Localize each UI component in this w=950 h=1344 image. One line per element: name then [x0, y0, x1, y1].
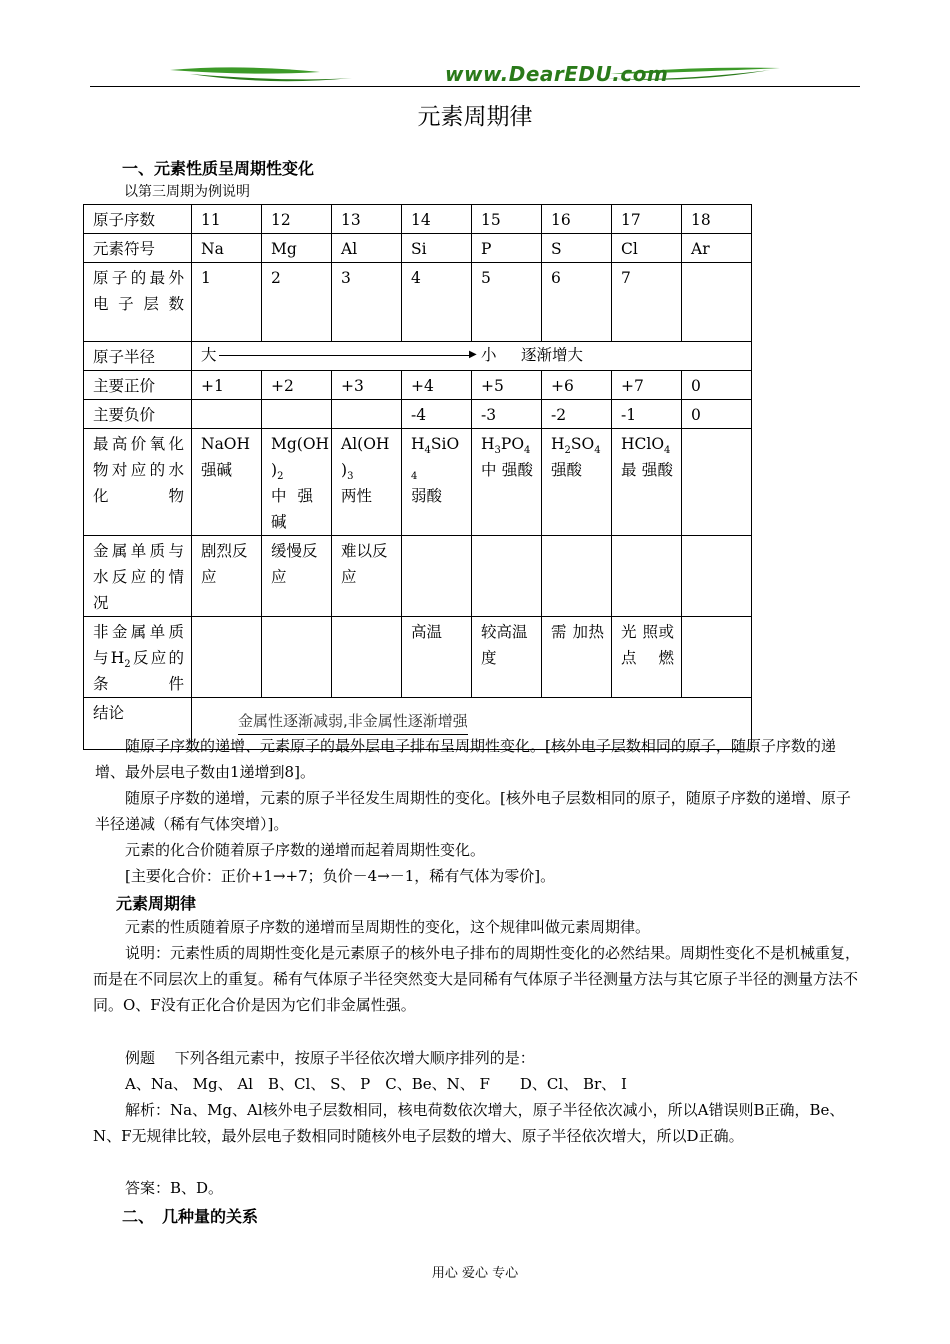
- formula-h4sio4: $H_4SiO$ $_4$: [411, 435, 460, 483]
- formula-mgoh2: Mg(OH )$_2$: [271, 435, 330, 483]
- formula-h3po4: $H_3PO_4$: [481, 435, 531, 457]
- row-label-atomic-number: 原子序数: [84, 205, 192, 234]
- strength-label: 中 强酸: [481, 461, 533, 479]
- table-row: [84, 617, 752, 698]
- table-cell: [682, 617, 752, 698]
- strength-label: 强碱: [201, 461, 233, 479]
- page-footer: 用心 爱心 专心: [431, 1266, 519, 1281]
- table-cell: 15: [472, 205, 542, 234]
- table-cell: +3: [332, 371, 402, 400]
- section-law-title: 元素周期律: [116, 894, 197, 913]
- table-cell: [682, 536, 752, 617]
- paragraph-radius: 随原子序数的递增，元素的原子半径发生周期性的变化。[核外电子层数相同的原子，随原子序数的递增、原子半径递减（稀有气体突增）]。: [95, 789, 851, 833]
- table-cell: 14: [402, 205, 472, 234]
- paragraph-electron-config: 随原子序数的递增、元素原子的最外层电子排布呈周期性变化。[核外电子层数相同的原子，随原子序数的递增、最外层电子数由1递增到8]。: [95, 737, 836, 781]
- radius-arrow-line: [219, 355, 471, 356]
- table-cell: [472, 429, 542, 536]
- strength-label: 中 强碱: [271, 487, 313, 531]
- row-label-water-reaction: 金属单质与水反应的情况: [84, 536, 192, 617]
- radius-trend-cell: [192, 342, 752, 371]
- row-label-hydrogen-reaction: 非金属单质与$H_2$反应的条件: [84, 617, 192, 698]
- table-cell: 13: [332, 205, 402, 234]
- paragraph-law-explanation: 说明：元素性质的周期性变化是元素原子的核外电子排布的周期性变化的必然结果。周期性变化不是机械重复，而是在不同层次上的重复。稀有气体原子半径突然变大是同稀有气体原子半径测量方法与其它原子半径的测量方法不同。O、F没有正化合价是因为它们非金属性强。: [93, 944, 861, 1014]
- table-cell: 16: [542, 205, 612, 234]
- row-label-radius: 原子半径: [84, 342, 192, 371]
- table-cell: [262, 400, 332, 429]
- table-cell: +6: [542, 371, 612, 400]
- table-cell: [612, 536, 682, 617]
- table-cell: Ar: [682, 234, 752, 263]
- formula-aloh3: Al(OH )$_3$: [341, 435, 390, 483]
- table-cell: [332, 429, 402, 536]
- table-row: [84, 400, 752, 429]
- formula-hclo4: HClO$_4$: [621, 435, 671, 457]
- table-cell: 7: [612, 263, 682, 342]
- strength-label: 弱酸: [411, 487, 443, 505]
- paragraph-law-definition: 元素的性质随着原子序数的递增而呈周期性的变化，这个规律叫做元素周期律。: [125, 918, 651, 936]
- table-cell: Si: [402, 234, 472, 263]
- strength-label: 强酸: [551, 461, 583, 479]
- section1-note: 以第三周期为例说明: [124, 184, 250, 200]
- table-cell: 1: [192, 263, 262, 342]
- section1-title: 一、元素性质呈周期性变化: [122, 159, 315, 178]
- table-cell: Al: [332, 234, 402, 263]
- table-cell: Cl: [612, 234, 682, 263]
- row-label-hydroxide: 最高价氧化物对应的水化物: [84, 429, 192, 536]
- row-label-positive: 主要正价: [84, 371, 192, 400]
- example-analysis: 解析：Na、Mg、Al核外电子层数相同，核电荷数依次增大，原子半径依次减小，所以A错误则B正确，Be、N、F无规律比较，最外层电子数相同时随核外电子层数的增大、原子半径依次增大，所以D正确。: [93, 1101, 845, 1145]
- row-label-symbol: 元素符号: [84, 234, 192, 263]
- table-row: [84, 536, 752, 617]
- document-title: 元素周期律: [417, 104, 533, 130]
- header-divider: [90, 86, 860, 87]
- table-cell: [682, 263, 752, 342]
- table-row: [84, 263, 752, 342]
- formula-naoh: NaOH: [201, 435, 251, 453]
- table-cell: [192, 400, 262, 429]
- table-cell: [402, 429, 472, 536]
- table-cell: 0: [682, 400, 752, 429]
- period3-properties-table: [83, 204, 752, 750]
- table-cell: [332, 617, 402, 698]
- example-question: 例题 下列各组元素中，按原子半径依次增大顺序排列的是：: [125, 1049, 535, 1067]
- table-cell: 0: [682, 371, 752, 400]
- table-cell: +2: [262, 371, 332, 400]
- table-cell: 难以反应: [332, 536, 402, 617]
- table-cell: 光 照或 点燃: [612, 617, 682, 698]
- table-cell: [682, 429, 752, 536]
- table-cell: 2: [262, 263, 332, 342]
- table-cell: S: [542, 234, 612, 263]
- table-cell: 4: [402, 263, 472, 342]
- table-row: [84, 429, 752, 536]
- table-cell: 6: [542, 263, 612, 342]
- table-row: [84, 371, 752, 400]
- strength-label: 两性: [341, 487, 373, 505]
- section2-title: 二、 几种量的关系: [122, 1207, 259, 1226]
- banner-logo-text: www.DearEDU.com: [445, 62, 669, 86]
- table-cell: 缓慢反应: [262, 536, 332, 617]
- table-cell: [192, 429, 262, 536]
- table-cell: P: [472, 234, 542, 263]
- table-cell: +4: [402, 371, 472, 400]
- table-row: [84, 342, 752, 371]
- arrow-right-icon: ▶: [469, 349, 477, 360]
- table-cell: [262, 617, 332, 698]
- table-cell: 剧烈反应: [192, 536, 262, 617]
- radius-start-label: 大: [201, 346, 217, 364]
- table-cell: [472, 536, 542, 617]
- table-cell: +7: [612, 371, 682, 400]
- table-cell: 11: [192, 205, 262, 234]
- formula-h2so4: $H_2SO_4$: [551, 435, 601, 457]
- row-label-negative: 主要负价: [84, 400, 192, 429]
- table-cell: -4: [402, 400, 472, 429]
- row-label-conclusion: 结论: [84, 698, 192, 750]
- table-cell: 较高温度: [472, 617, 542, 698]
- table-cell: -1: [612, 400, 682, 429]
- table-cell: [542, 429, 612, 536]
- table-cell: 高温: [402, 617, 472, 698]
- strength-label: 最 强酸: [621, 461, 673, 479]
- table-cell: 18: [682, 205, 752, 234]
- table-cell: Na: [192, 234, 262, 263]
- table-cell: +5: [472, 371, 542, 400]
- table-cell: [612, 429, 682, 536]
- table-row: [84, 234, 752, 263]
- paragraph-valence: 元素的化合价随着原子序数的递增而起着周期性变化。: [125, 841, 486, 859]
- table-cell: -2: [542, 400, 612, 429]
- table-cell: 5: [472, 263, 542, 342]
- table-cell: [192, 617, 262, 698]
- example-answer: 答案：B、D。: [125, 1179, 224, 1197]
- table-cell: 17: [612, 205, 682, 234]
- radius-trend-label: 逐渐增大: [521, 346, 584, 364]
- table-cell: 3: [332, 263, 402, 342]
- table-cell: [262, 429, 332, 536]
- table-cell: [402, 536, 472, 617]
- table-cell: +1: [192, 371, 262, 400]
- example-options: A、Na、 Mg、 Al B、Cl、 S、 P C、Be、N、 F D、Cl、 Br、 I: [125, 1075, 627, 1093]
- row-label-outer-electrons: 原子的最外电子层数: [84, 263, 192, 342]
- conclusion-text: 金属性逐渐减弱,非金属性逐渐增强: [238, 708, 468, 735]
- table-row: [84, 205, 752, 234]
- table-cell: Mg: [262, 234, 332, 263]
- table-cell: [332, 400, 402, 429]
- table-cell: [542, 536, 612, 617]
- table-cell: -3: [472, 400, 542, 429]
- radius-end-label: 小: [481, 346, 497, 364]
- paragraph-valence-note: [主要化合价：正价+1→+7；负价－4→－1，稀有气体为零价]。: [125, 867, 556, 885]
- table-cell: 需 加热: [542, 617, 612, 698]
- table-cell: 12: [262, 205, 332, 234]
